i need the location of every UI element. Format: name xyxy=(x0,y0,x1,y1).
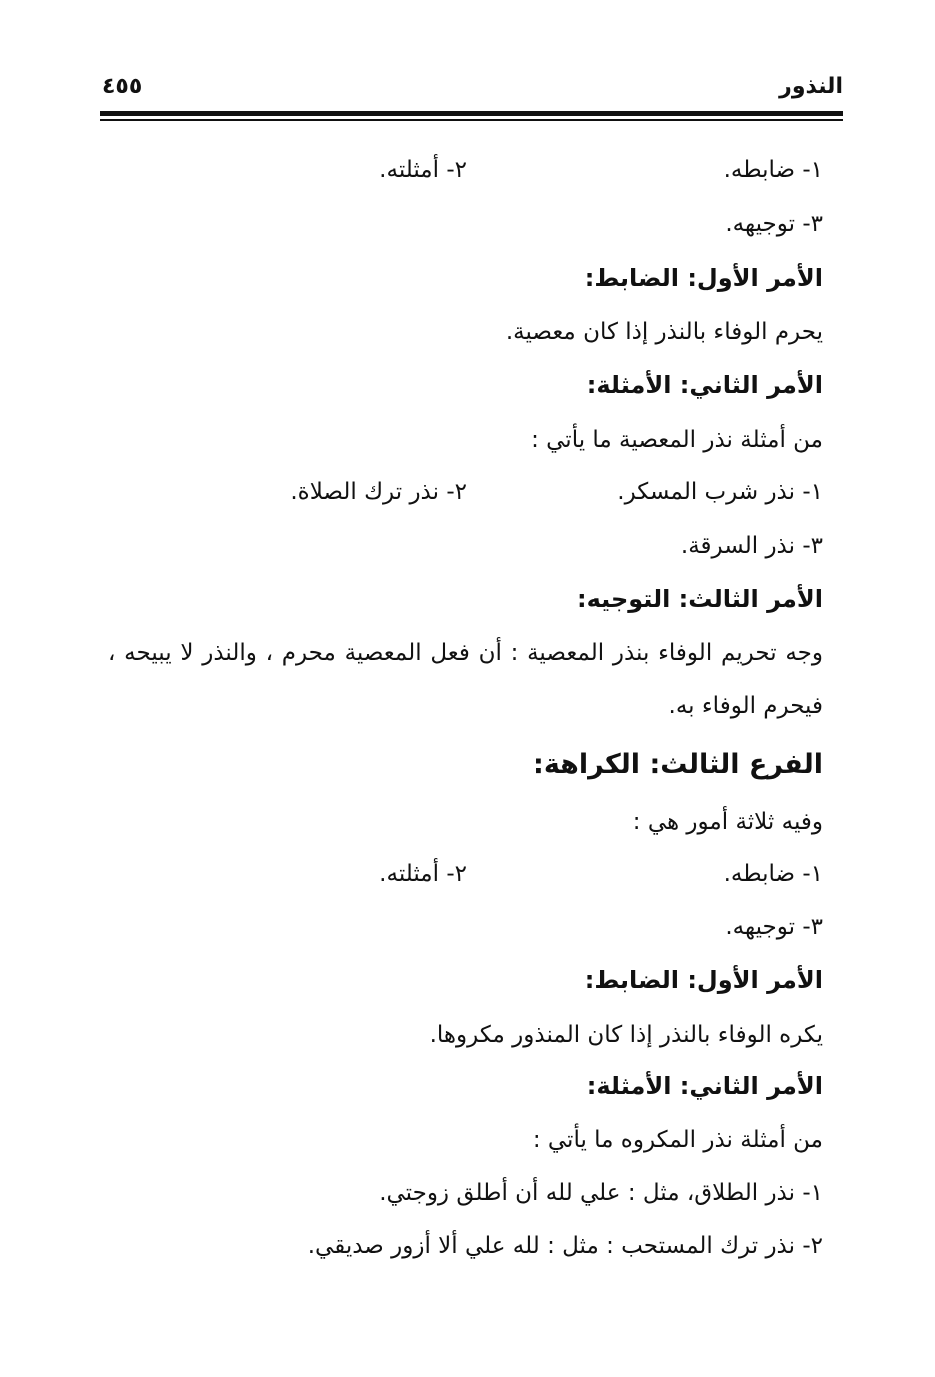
list-item: ٣- توجيهه. xyxy=(725,914,823,940)
list-item: ٢- أمثلته. xyxy=(379,861,467,887)
list-item: ٣- توجيهه. xyxy=(725,211,823,237)
list-item: ٢- نذر ترك الصلاة. xyxy=(290,479,467,505)
paragraph: فيحرم الوفاء به. xyxy=(668,693,823,719)
list-item: ١- ضابطه. xyxy=(723,157,823,183)
header-rule-thick xyxy=(100,111,843,116)
paragraph: يكره الوفاء بالنذر إذا كان المنذور مكروها. xyxy=(429,1022,823,1048)
page-number: ٤٥٥ xyxy=(102,74,143,99)
paragraph: من أمثلة نذر المعصية ما يأتي : xyxy=(531,427,823,453)
paragraph: وجه تحريم الوفاء بنذر المعصية : أن فعل المعصية محرم ، والنذر لا يبيحه ، xyxy=(108,640,823,666)
paragraph: من أمثلة نذر المكروه ما يأتي : xyxy=(532,1127,823,1153)
list-item: ٢- نذر ترك المستحب : مثل : لله علي ألا أزور صديقي. xyxy=(307,1233,823,1259)
paragraph: وفيه ثلاثة أمور هي : xyxy=(632,809,823,835)
header-rule-thin xyxy=(100,119,843,121)
section-heading: الأمر الثالث: التوجيه: xyxy=(577,585,823,613)
list-item: ٢- أمثلته. xyxy=(379,157,467,183)
branch-heading: الفرع الثالث: الكراهة: xyxy=(533,749,823,780)
list-item: ١- نذر الطلاق، مثل : علي لله أن أطلق زوجتي. xyxy=(379,1180,823,1206)
section-heading: الأمر الثاني: الأمثلة: xyxy=(586,371,823,399)
section-heading: الأمر الأول: الضابط: xyxy=(584,264,823,292)
page-header xyxy=(100,72,843,112)
section-heading: الأمر الأول: الضابط: xyxy=(584,966,823,994)
list-item: ٣- نذر السرقة. xyxy=(680,533,823,559)
section-heading: الأمر الثاني: الأمثلة: xyxy=(586,1072,823,1100)
list-item: ١- ضابطه. xyxy=(723,861,823,887)
running-title: النذور xyxy=(779,74,843,99)
list-item: ١- نذر شرب المسكر. xyxy=(617,479,823,505)
paragraph: يحرم الوفاء بالنذر إذا كان معصية. xyxy=(505,319,823,345)
